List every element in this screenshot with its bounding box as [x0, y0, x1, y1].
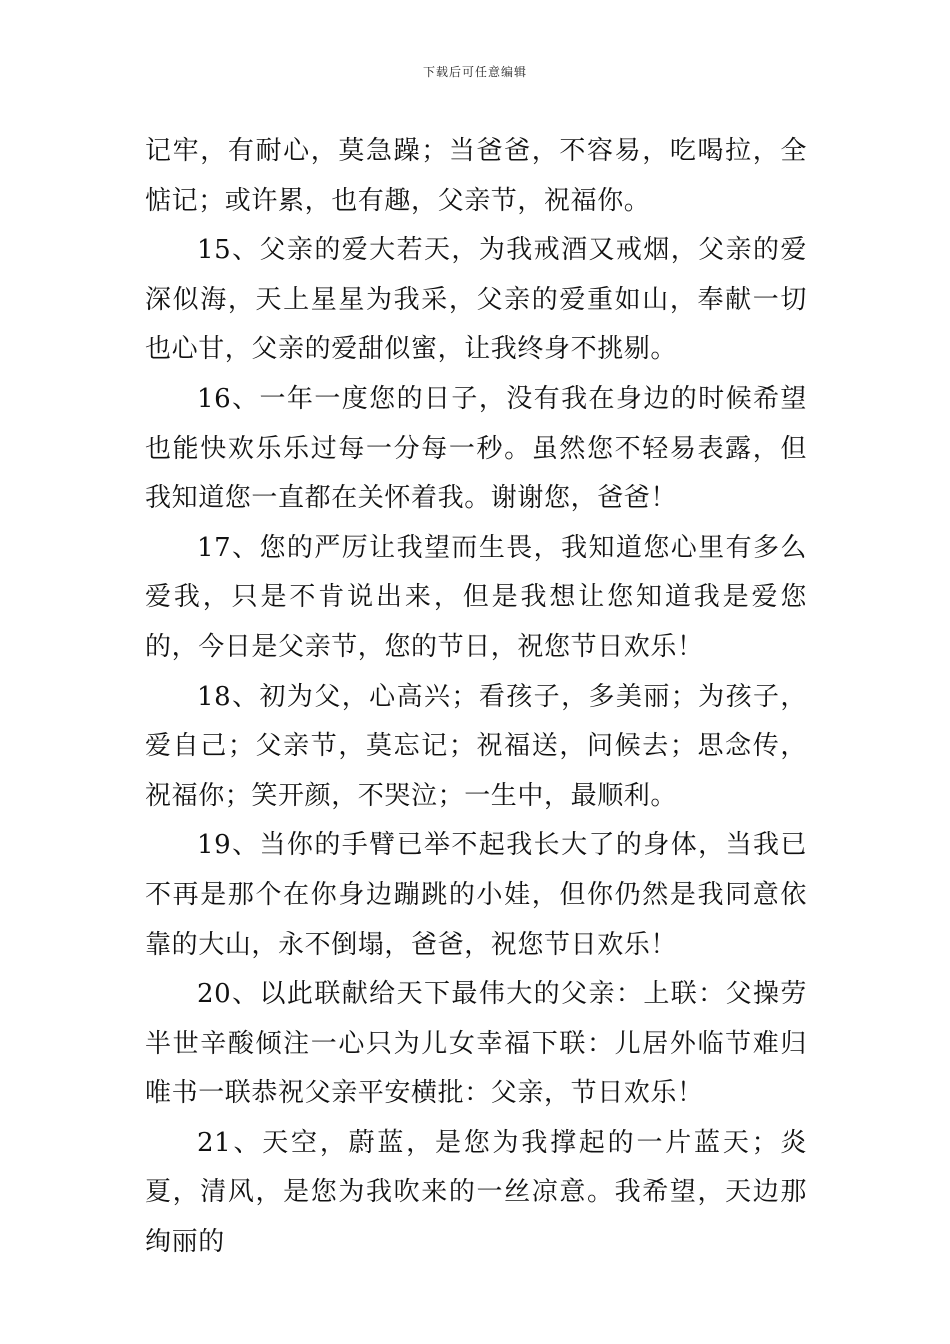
paragraph-18: 18、初为父，心高兴；看孩子，多美丽；为孩子，爱自己；父亲节，莫忘记；祝福送，问候去；思念传，祝福你；笑开颜，不哭泣；一生中，最顺利。 [145, 681, 807, 811]
paragraph-21: 21、天空，蔚蓝，是您为我撑起的一片蓝天；炎夏，清风，是您为我吹来的一丝凉意。我希望，天边那绚丽的 [145, 1127, 807, 1258]
paragraph-16: 16、一年一度您的日子，没有我在身边的时候希望也能快欢乐乐过每一分每一秒。虽然您不轻易表露，但我知道您一直都在关怀着我。谢谢您，爸爸！ [145, 383, 807, 514]
paragraph-20: 20、以此联献给天下最伟大的父亲：上联：父操劳半世辛酸倾注一心只为儿女幸福下联：儿居外临节难归唯书一联恭祝父亲平安横批：父亲，节日欢乐！ [145, 979, 807, 1109]
paragraph-continued: 记牢，有耐心，莫急躁；当爸爸，不容易，吃喝拉，全惦记；或许累，也有趣，父亲节，祝福你。 [145, 136, 807, 216]
paragraph-15: 15、父亲的爱大若天，为我戒酒又戒烟，父亲的爱深似海，天上星星为我采，父亲的爱重如山，奉献一切也心甘，父亲的爱甜似蜜，让我终身不挑剔。 [145, 235, 807, 365]
paragraph-19: 19、当你的手臂已举不起我长大了的身体，当我已不再是那个在你身边蹦跳的小娃，但你仍然是我同意依靠的大山，永不倒塌，爸爸，祝您节日欢乐！ [145, 830, 807, 960]
paragraph-17: 17、您的严厉让我望而生畏，我知道您心里有多么爱我，只是不肯说出来，但是我想让您知道我是爱您的，今日是父亲节，您的节日，祝您节日欢乐！ [145, 532, 807, 662]
page-header-note: 下载后可任意编辑 [422, 65, 527, 79]
document-body [145, 127, 807, 1268]
